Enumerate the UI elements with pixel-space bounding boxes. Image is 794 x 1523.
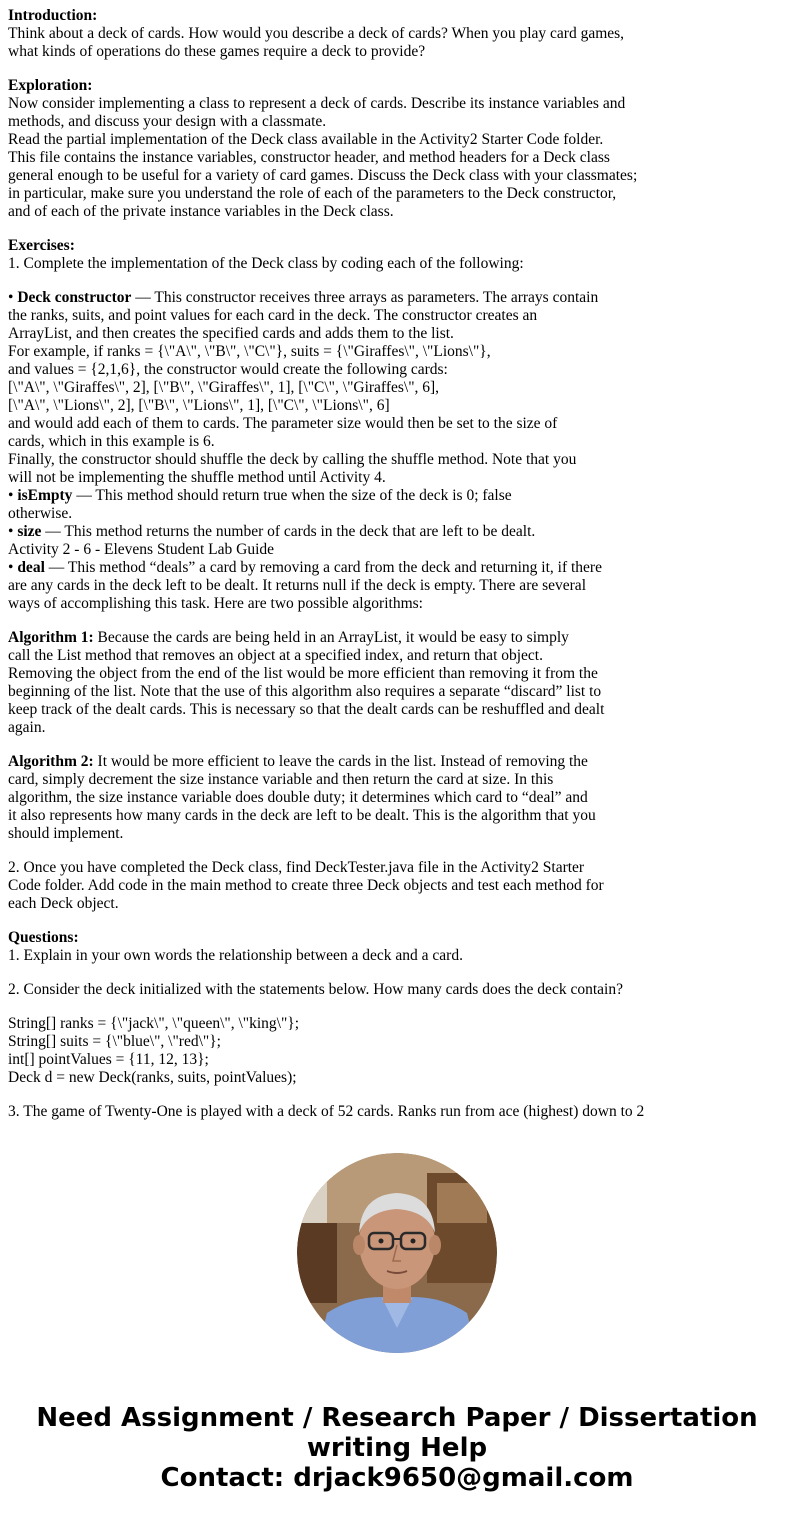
exploration-line: and of each of the private instance variables in the Deck class.	[8, 203, 394, 220]
size-term: size	[17, 523, 42, 540]
deal-line: are any cards in the deck left to be dealt. It returns null if the deck is empty. There are several	[8, 577, 586, 594]
code-line: Deck d = new Deck(ranks, suits, pointValues);	[8, 1069, 297, 1086]
constructor-line: [\"A\", \"Giraffes\", 2], [\"B\", \"Giraffes\", 1], [\"C\", \"Giraffes\", 6],	[8, 379, 440, 396]
algorithm-2-line: it also represents how many cards in the deck are left to be dealt. This is the algorithm that you	[8, 807, 596, 824]
document-body	[8, 7, 788, 1121]
intro-heading: Introduction:	[8, 7, 98, 24]
isempty-bullet: • isEmpty — This method should return true when the size of the deck is 0; false	[8, 487, 512, 504]
contact-banner	[0, 1403, 794, 1493]
exploration-line: This file contains the instance variables, constructor header, and method headers for a Deck class	[8, 149, 610, 166]
code-line: String[] ranks = {\"jack\", \"queen\", \"king\"};	[8, 1015, 300, 1032]
questions-heading: Questions:	[8, 929, 79, 946]
algorithm-2-term: Algorithm 2:	[8, 753, 94, 770]
exercise-item-2: 2. Once you have completed the Deck class, find DeckTester.java file in the Activity2 Starter	[8, 859, 585, 876]
intro-line: Think about a deck of cards. How would you describe a deck of cards? When you play card games,	[8, 25, 625, 42]
exploration-line: in particular, make sure you understand the role of each of the parameters to the Deck constructor,	[8, 185, 617, 202]
algorithm-1-line: beginning of the list. Note that the use of this algorithm also requires a separate “discard” list to	[8, 683, 602, 700]
question-1: 1. Explain in your own words the relationship between a deck and a card.	[8, 947, 463, 964]
algorithm-1-line: keep track of the dealt cards. This is necessary so that the dealt cards can be reshuffled and dealt	[8, 701, 605, 718]
exercise-item-2: Code folder. Add code in the main method to create three Deck objects and test each method for	[8, 877, 604, 894]
banner-contact: Contact: drjack9650@gmail.com	[160, 1463, 634, 1493]
algorithm-2-line: algorithm, the size instance variable does double duty; it determines which card to “deal” and	[8, 789, 588, 806]
algorithm-1-line: again.	[8, 719, 46, 736]
exploration-line: Now consider implementing a class to represent a deck of cards. Describe its instance variables and	[8, 95, 626, 112]
exploration-line: general enough to be useful for a variety of card games. Discuss the Deck class with your classmates;	[8, 167, 638, 184]
constructor-line: and values = {2,1,6}, the constructor would create the following cards:	[8, 361, 448, 378]
algorithm-1-line: call the List method that removes an object at a specified index, and return that object.	[8, 647, 543, 664]
constructor-term: Deck constructor	[17, 289, 132, 306]
deal-term: deal	[17, 559, 45, 576]
exercises-heading: Exercises:	[8, 237, 75, 254]
question-2: 2. Consider the deck initialized with the statements below. How many cards does the deck contain?	[8, 981, 623, 998]
algorithm-2-line: card, simply decrement the size instance variable and then return the card at size. In this	[8, 771, 554, 788]
constructor-line: cards, which in this example is 6.	[8, 433, 215, 450]
intro-line: what kinds of operations do these games require a deck to provide?	[8, 43, 426, 60]
algorithm-1-line: Algorithm 1: Because the cards are being held in an ArrayList, it would be easy to simply	[8, 629, 569, 646]
algorithm-1-line: Removing the object from the end of the list would be more efficient than removing it from the	[8, 665, 598, 682]
question-3: 3. The game of Twenty-One is played with a deck of 52 cards. Ranks run from ace (highest) down to 2	[8, 1103, 645, 1120]
isempty-term: isEmpty	[17, 487, 73, 504]
page-footer-text: Activity 2 - 6 - Elevens Student Lab Guide	[8, 541, 275, 558]
avatar	[297, 1153, 497, 1353]
constructor-bullet: • Deck constructor — This constructor receives three arrays as parameters. The arrays contain	[8, 289, 599, 306]
deal-line: ways of accomplishing this task. Here are two possible algorithms:	[8, 595, 423, 612]
exploration-line: Read the partial implementation of the Deck class available in the Activity2 Starter Code folder.	[8, 131, 604, 148]
exploration-line: methods, and discuss your design with a classmate.	[8, 113, 327, 130]
portrait-image	[297, 1153, 497, 1353]
constructor-line: [\"A\", \"Lions\", 2], [\"B\", \"Lions\", 1], [\"C\", \"Lions\", 6]	[8, 397, 390, 414]
deal-bullet: • deal — This method “deals” a card by removing a card from the deck and returning it, if there	[8, 559, 602, 576]
banner-line: Need Assignment / Research Paper / Dissertation	[36, 1403, 758, 1433]
algorithm-2-line: should implement.	[8, 825, 124, 842]
exercise-item-1: 1. Complete the implementation of the Deck class by coding each of the following:	[8, 255, 524, 272]
algorithm-1-term: Algorithm 1:	[8, 629, 94, 646]
exploration-heading: Exploration:	[8, 77, 93, 94]
constructor-line: and would add each of them to cards. The parameter size would then be set to the size of	[8, 415, 558, 432]
code-line: int[] pointValues = {11, 12, 13};	[8, 1051, 209, 1068]
isempty-line: otherwise.	[8, 505, 73, 522]
constructor-line: the ranks, suits, and point values for each card in the deck. The constructor creates an	[8, 307, 538, 324]
constructor-line: Finally, the constructor should shuffle the deck by calling the shuffle method. Note that you	[8, 451, 577, 468]
banner-line: writing Help	[306, 1433, 488, 1463]
exercise-item-2: each Deck object.	[8, 895, 119, 912]
algorithm-2-line: Algorithm 2: It would be more efficient to leave the cards in the list. Instead of removing the	[8, 753, 588, 770]
constructor-line: For example, if ranks = {\"A\", \"B\", \"C\"}, suits = {\"Giraffes\", \"Lions\"},	[8, 343, 491, 360]
constructor-line: ArrayList, and then creates the specified cards and adds them to the list.	[8, 325, 454, 342]
constructor-line: will not be implementing the shuffle method until Activity 4.	[8, 469, 386, 486]
size-bullet: • size — This method returns the number of cards in the deck that are left to be dealt.	[8, 523, 536, 540]
code-line: String[] suits = {\"blue\", \"red\"};	[8, 1033, 221, 1050]
